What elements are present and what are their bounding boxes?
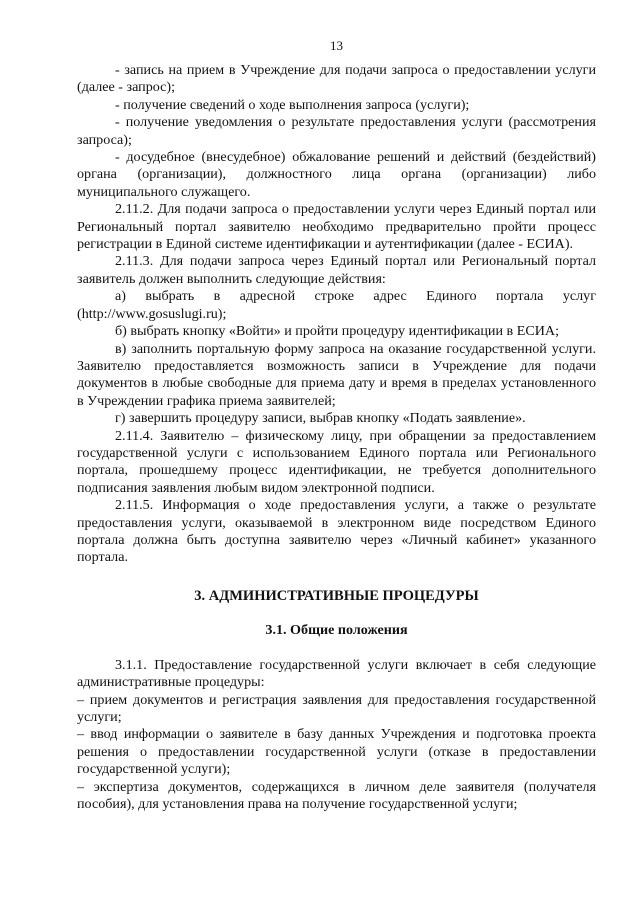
paragraph-2-11-4: 2.11.4. Заявителю – физическому лицу, при обращении за предоставлением государственной услуги с использованием Единого портала или Регионального портала, прошедшему процесс идентификации, не требуется дополнительного подписания заявления любым видом электронной подписи. (77, 427, 596, 496)
paragraph-step-b: б) выбрать кнопку «Войти» и пройти процедуру идентификации в ЕСИА; (115, 323, 559, 340)
subsection-heading: 3.1. Общие положения (265, 621, 408, 638)
paragraph-progress-info: - получение сведений о ходе выполнения запроса (услуги); (115, 96, 470, 113)
paragraph-appeal: - досудебное (внесудебное) обжалование решений и действий (бездействий) органа (организации), должностного лица органа (организации) либо муниципального служащего. (77, 149, 596, 200)
list-item-document-review: – экспертиза документов, содержащихся в личном деле заявителя (получателя пособия), для установления права на получение государственной услуги; (77, 778, 596, 813)
paragraph-2-11-5: 2.11.5. Информация о ходе предоставления услуги, а также о результате предоставления услуги, оказываемой в электронном виде посредством Единого портала должна быть доступна заявителю через «Личный кабинет» указанного портала. (77, 497, 596, 566)
paragraph-result-notice: - получение уведомления о результате предоставления услуги (рассмотрения запроса); (77, 114, 596, 148)
section-heading: 3. АДМИНИСТРАТИВНЫЕ ПРОЦЕДУРЫ (194, 587, 479, 604)
paragraph-step-d: г) завершить процедуру записи, выбрав кнопку «Подать заявление». (115, 410, 526, 427)
list-item-data-entry: – ввод информации о заявителе в базу данных Учреждения и подготовка проекта решения о предоставлении государственной услуги (отказе в предоставлении государственной услуги); (77, 726, 596, 778)
paragraph-appointment: - запись на прием в Учреждение для подачи запроса о предоставлении услуги (далее - запрос); (77, 62, 596, 96)
page-number: 13 (330, 38, 343, 53)
paragraph-3-1-1: 3.1.1. Предоставление государственной услуги включает в себя следующие административные процедуры: (77, 656, 596, 691)
paragraph-2-11-3: 2.11.3. Для подачи запроса через Единый портал или Региональный портал заявитель должен выполнить следующие действия: (77, 253, 596, 287)
list-item-document-intake: – прием документов и регистрация заявления для предоставления государственной услуги; (77, 691, 596, 725)
body-text-top (77, 62, 596, 567)
paragraph-2-11-2: 2.11.2. Для подачи запроса о предоставлении услуги через Единый портал или Региональный портал заявителю необходимо предварительно пройти процесс регистрации в Единой системе идентификации и аутентификации (далее - ЕСИА). (77, 201, 596, 253)
body-text-bottom (77, 657, 596, 814)
paragraph-step-a: а) выбрать в адресной строке адрес Единого портала услуг (http://www.gosuslugi.ru); (77, 288, 596, 322)
paragraph-step-c: в) заполнить портальную форму запроса на оказание государственной услуги. Заявителю предоставляется возможность записи в Учреждение для подачи документов в любые свободные для приема дату и время в пределах установленного в Учреждении графика приема заявителей; (77, 340, 596, 409)
